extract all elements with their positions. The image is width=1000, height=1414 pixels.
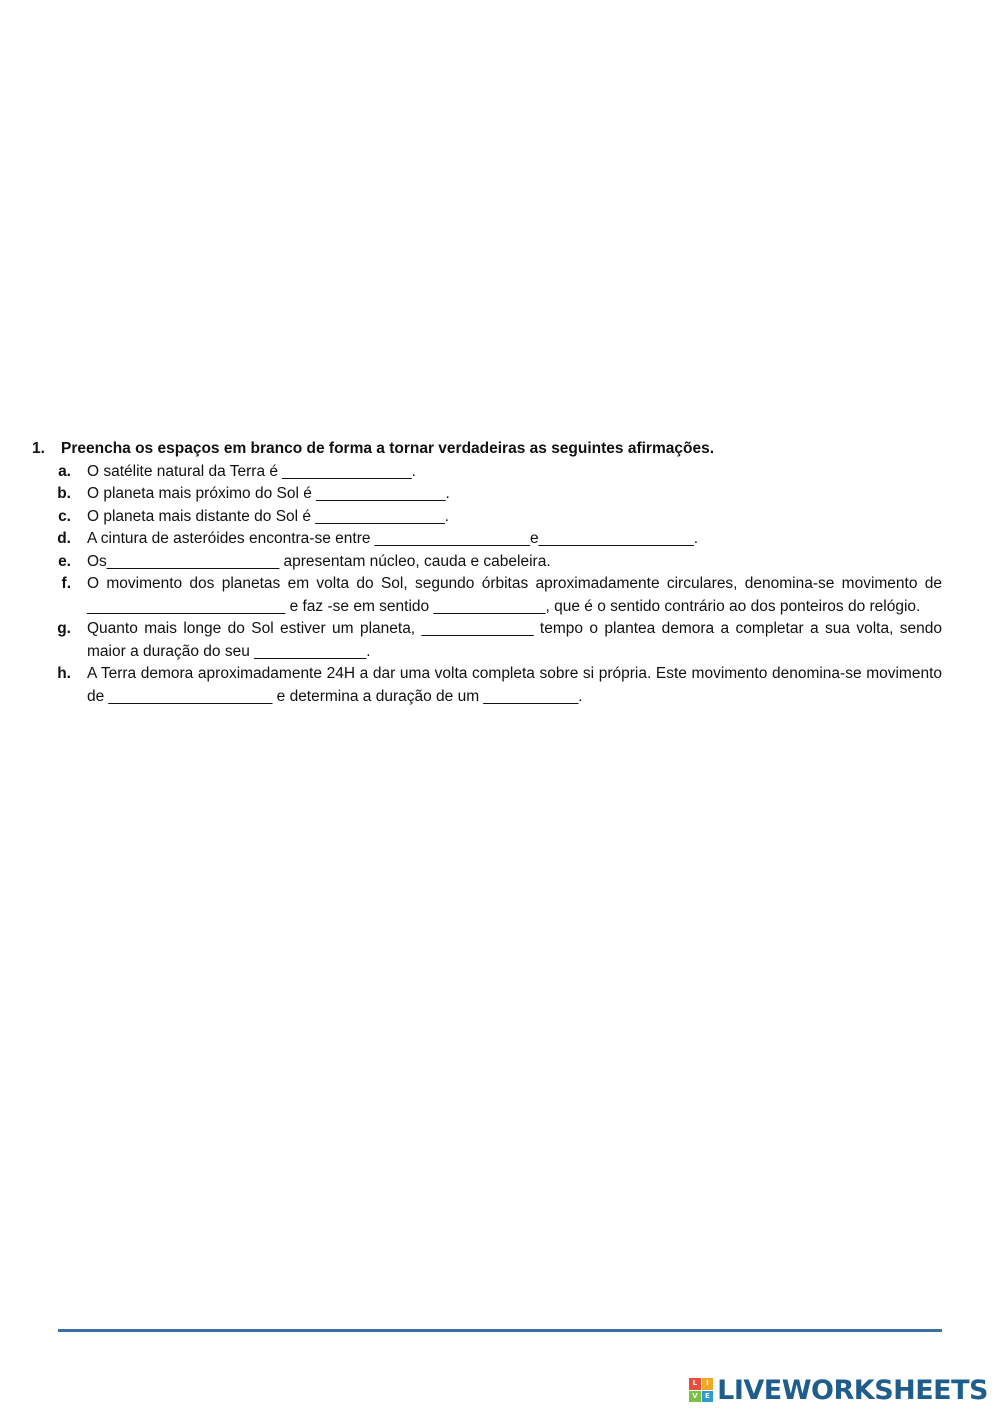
question-instruction: Preencha os espaços em branco de forma a tornar verdadeiras as seguintes afirmações. — [61, 440, 715, 457]
question-heading — [32, 438, 942, 461]
logo-tile: V — [689, 1391, 701, 1403]
item-letter: h. — [57, 665, 71, 682]
item-text: O movimento dos planetas em volta do Sol, segundo órbitas aproximadamente circulares, denomina-se movimento de _______________________ e faz -se em sentido _____________, que é o sentido contrário ao dos ponteiros do relógio. — [87, 575, 942, 615]
item-letter: e. — [58, 552, 71, 570]
question-number: 1. — [32, 440, 45, 457]
brand-name: LIVEWORKSHEETS — [717, 1374, 988, 1406]
item-letter: b. — [57, 485, 71, 502]
item-text: A cintura de asteróides encontra-se entre __________________e__________________. — [87, 530, 699, 547]
list-item-f — [32, 573, 942, 618]
brand-logo-block[interactable] — [689, 1374, 988, 1406]
list-item-b — [32, 483, 942, 506]
item-text: O satélite natural da Terra é _______________. — [87, 462, 416, 480]
item-text: O planeta mais distante do Sol é _______________. — [87, 507, 449, 525]
question-items — [32, 461, 942, 709]
list-item-a — [32, 461, 942, 484]
item-text: Quanto mais longe do Sol estiver um planeta, _____________ tempo o plantea demora a completar a sua volta, sendo maior a duração do seu _____________. — [87, 620, 942, 660]
item-letter: d. — [57, 530, 71, 547]
item-text: O planeta mais próximo do Sol é _______________. — [87, 485, 450, 502]
item-letter: a. — [58, 462, 71, 480]
item-letter: c. — [58, 507, 71, 525]
item-letter: f. — [61, 575, 71, 592]
list-item-h — [32, 663, 942, 708]
list-item-c — [32, 506, 942, 529]
item-text: Os____________________ apresentam núcleo, cauda e cabeleira. — [87, 552, 551, 570]
list-item-d — [32, 528, 942, 551]
logo-tile: I — [702, 1378, 714, 1390]
item-text: A Terra demora aproximadamente 24H a dar uma volta completa sobre si própria. Este movimento denomina-se movimento de ___________________ e determina a duração de um ___________. — [87, 665, 942, 705]
item-letter: g. — [57, 620, 71, 637]
list-item-e — [32, 551, 942, 574]
footer-divider — [58, 1329, 942, 1332]
question-block — [32, 438, 942, 708]
logo-tile: E — [702, 1391, 714, 1403]
liveworksheets-logo-icon — [689, 1378, 713, 1402]
logo-tile: L — [689, 1378, 701, 1390]
list-item-g — [32, 618, 942, 663]
